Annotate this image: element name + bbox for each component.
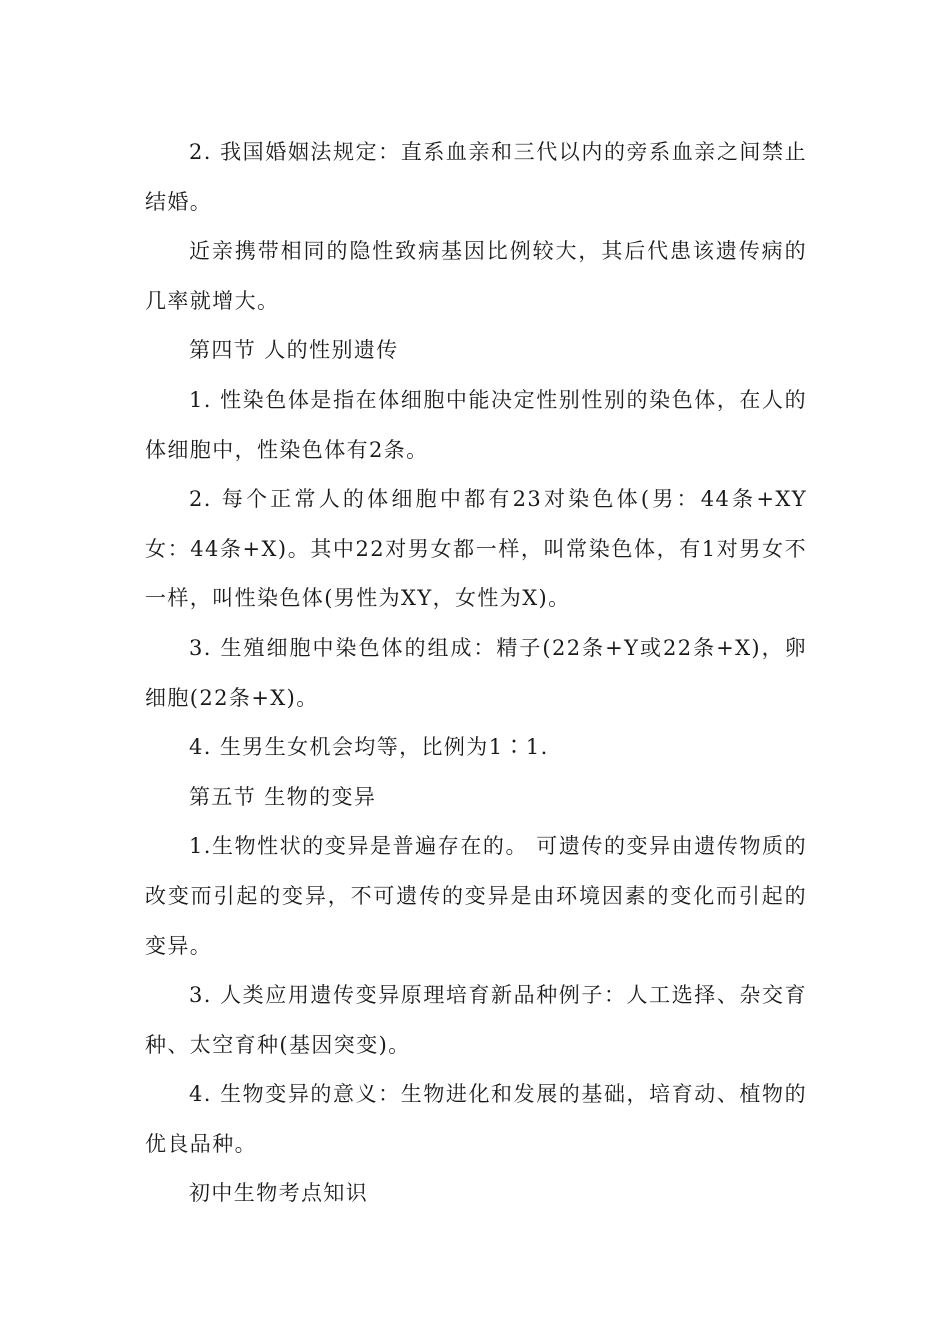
paragraph-germ-cell-chromosomes: 3. 生殖细胞中染色体的组成：精子(22条+Y或22条+X)，卵细胞(22条+X)。 [145, 635, 807, 710]
paragraph-sex-ratio: 4. 生男生女机会均等，比例为1∶1. [189, 735, 549, 760]
paragraph-marriage-law: 2. 我国婚姻法规定：直系血亲和三代以内的旁系血亲之间禁止结婚。 [145, 140, 807, 214]
section-heading-sex-inheritance: 第四节 人的性别遗传 [189, 338, 399, 363]
paragraph-variation-significance: 4. 生物变异的意义：生物进化和发展的基础，培育动、植物的优良品种。 [145, 1082, 807, 1156]
paragraph-chromosome-count: 2. 每个正常人的体细胞中都有23对染色体(男：44条+XY 女：44条+X)。其中22对男女都一样，叫常染色体，有1对男女不一样，叫性染色体(男性为XY，女性为X)。 [145, 487, 807, 611]
document-body [145, 128, 807, 1219]
paragraph-consanguinity-risk: 近亲携带相同的隐性致病基因比例较大，其后代患该遗传病的几率就增大。 [145, 239, 807, 313]
paragraph-sex-chromosome-definition: 1. 性染色体是指在体细胞中能决定性别性别的染色体，在人的体细胞中，性染色体有2条。 [145, 387, 807, 462]
paragraph-variation-types: 1.生物性状的变异是普遍存在的。 可遗传的变异由遗传物质的改变而引起的变异，不可遗传的变异是由环境因素的变化而引起的变异。 [145, 834, 807, 958]
section-heading-knowledge-points: 初中生物考点知识 [189, 1181, 369, 1206]
paragraph-breeding-examples: 3. 人类应用遗传变异原理培育新品种例子：人工选择、杂交育种、太空育种(基因突变)。 [145, 983, 807, 1057]
section-heading-variation: 第五节 生物的变异 [189, 784, 377, 809]
